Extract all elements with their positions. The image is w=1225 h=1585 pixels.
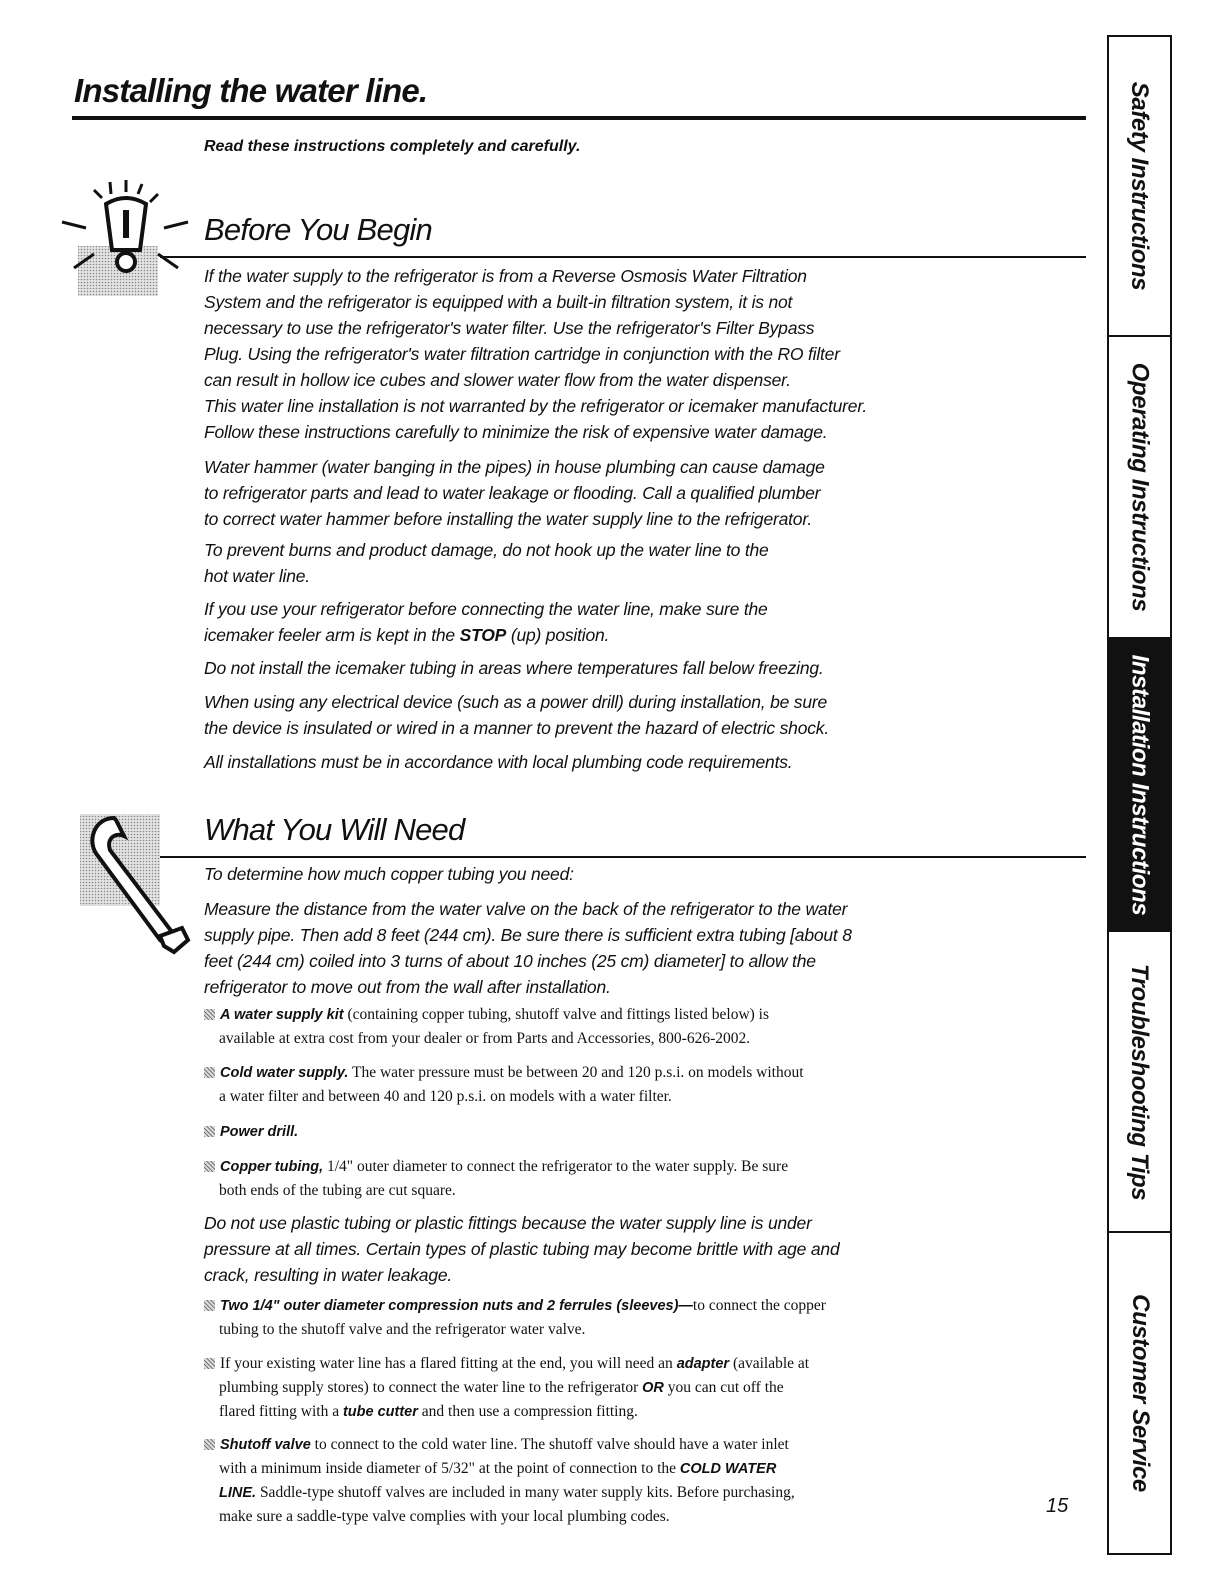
tab-operating-instructions[interactable]: Operating Instructions <box>1109 337 1170 639</box>
freezing-paragraph: Do not install the icemaker tubing in areas where temperatures fall below freezing. <box>204 658 824 678</box>
page-number: 15 <box>1046 1495 1069 1517</box>
plastic-tubing-warning: Do not use plastic tubing or plastic fittings because the water supply line is under pressure at all times. Certain types of plastic tubing may become brittle with age and crack, resulting in water leakage. <box>204 1213 840 1285</box>
tab-installation-instructions[interactable]: Installation Instructions <box>1109 639 1170 932</box>
what-you-will-need-heading: What You Will Need <box>204 812 465 847</box>
plumbing-code-paragraph: All installations must be in accordance with local plumbing code requirements. <box>204 752 793 772</box>
bullet-icon <box>204 1161 215 1172</box>
title-rule <box>72 116 1086 120</box>
list-item-copper-tubing: Copper tubing, 1/4" outer diameter to connect the refrigerator to the water supply. Be sure both ends of the tubing are cut square. <box>204 1155 974 1202</box>
lead-instruction: Read these instructions completely and carefully. <box>204 138 581 155</box>
before-you-begin-heading: Before You Begin <box>204 212 432 247</box>
need-section-rule <box>160 856 1086 858</box>
tab-troubleshooting-tips[interactable]: Troubleshooting Tips <box>1109 932 1170 1233</box>
wrench-icon <box>76 812 196 962</box>
measure-paragraph: Measure the distance from the water valve on the back of the refrigerator to the water supply pipe. Then add 8 feet (244 cm). Be sure there is sufficient extra tubing [about 8 feet (244 cm) coiled into 3 turns of about 10 inches (25 cm) diameter] to allow the refrigerator to move out from the wall after installation. <box>204 899 852 997</box>
tab-customer-service[interactable]: Customer Service <box>1126 1294 1154 1492</box>
list-item-cold-water-supply: Cold water supply. The water pressure must be between 20 and 120 p.s.i. on models without a water filter and between 40 and 120 p.s.i. on models with a water filter. <box>204 1061 974 1108</box>
tubing-intro: To determine how much copper tubing you need: <box>204 864 574 884</box>
page-title: Installing the water line. <box>74 72 428 109</box>
electrical-paragraph: When using any electrical device (such as a power drill) during installation, be sure the device is insulated or wired in a manner to prevent the hazard of electric shock. <box>204 692 830 738</box>
list-item-flared-fitting: If your existing water line has a flared fitting at the end, you will need an adapter (available at plumbing supply stores) to connect the water line to the refrigerator OR you can cut off the flared fitting with a tube cutter and then use a compression fitting. <box>204 1352 974 1424</box>
before-section-rule <box>160 256 1086 258</box>
bullet-icon <box>204 1067 215 1078</box>
list-item-water-supply-kit: A water supply kit (containing copper tubing, shutoff valve and fittings listed below) is available at extra cost from your dealer or from Parts and Accessories, 800-626-2002. <box>204 1003 974 1050</box>
hot-water-paragraph: To prevent burns and product damage, do not hook up the water line to the hot water line. <box>204 540 769 586</box>
bullet-icon <box>204 1009 215 1020</box>
feeler-arm-paragraph: If you use your refrigerator before connecting the water line, make sure the icemaker feeler arm is kept in the STOP (up) position. <box>204 599 768 645</box>
list-item-power-drill: Power drill. <box>204 1120 974 1144</box>
list-item-shutoff-valve: Shutoff valve to connect to the cold water line. The shutoff valve should have a water inlet with a minimum inside diameter of 5/32" at the point of connection to the COLD WATER LINE. Saddle-type shutoff valves are included in many water supply kits. Before purchasing, make sure a saddle-type valve complies with your local plumbing codes. <box>204 1433 974 1528</box>
bullet-icon <box>204 1126 215 1137</box>
section-tabs <box>1107 35 1172 1555</box>
ro-filter-paragraph: If the water supply to the refrigerator is from a Reverse Osmosis Water Filtration System and the refrigerator is equipped with a built-in filtration system, it is not necessary to use the refrigerator's water filter. Use the refrigerator's Filter Bypass Plug. Using the refrigerator's water filtration cartridge in conjunction with the RO filter can result in hollow ice cubes and slower water flow from the water dispenser. <box>204 266 840 390</box>
bullet-icon <box>204 1439 215 1450</box>
water-hammer-paragraph: Water hammer (water banging in the pipes) in house plumbing can cause damage to refrigerator parts and lead to water leakage or flooding. Call a qualified plumber to correct water hammer before installing the water supply line to the refrigerator. <box>204 457 825 529</box>
warranty-paragraph: This water line installation is not warranted by the refrigerator or icemaker manufacturer. Follow these instructions carefully to minimize the risk of expensive water damage. <box>204 396 867 442</box>
list-item-compression-nuts: Two 1/4" outer diameter compression nuts and 2 ferrules (sleeves)—to connect the copper tubing to the shutoff valve and the refrigerator water valve. <box>204 1294 974 1341</box>
warning-light-icon <box>56 176 191 300</box>
tab-safety-instructions[interactable]: Safety Instructions <box>1109 37 1170 337</box>
bullet-icon <box>204 1300 215 1311</box>
bullet-icon <box>204 1358 215 1369</box>
